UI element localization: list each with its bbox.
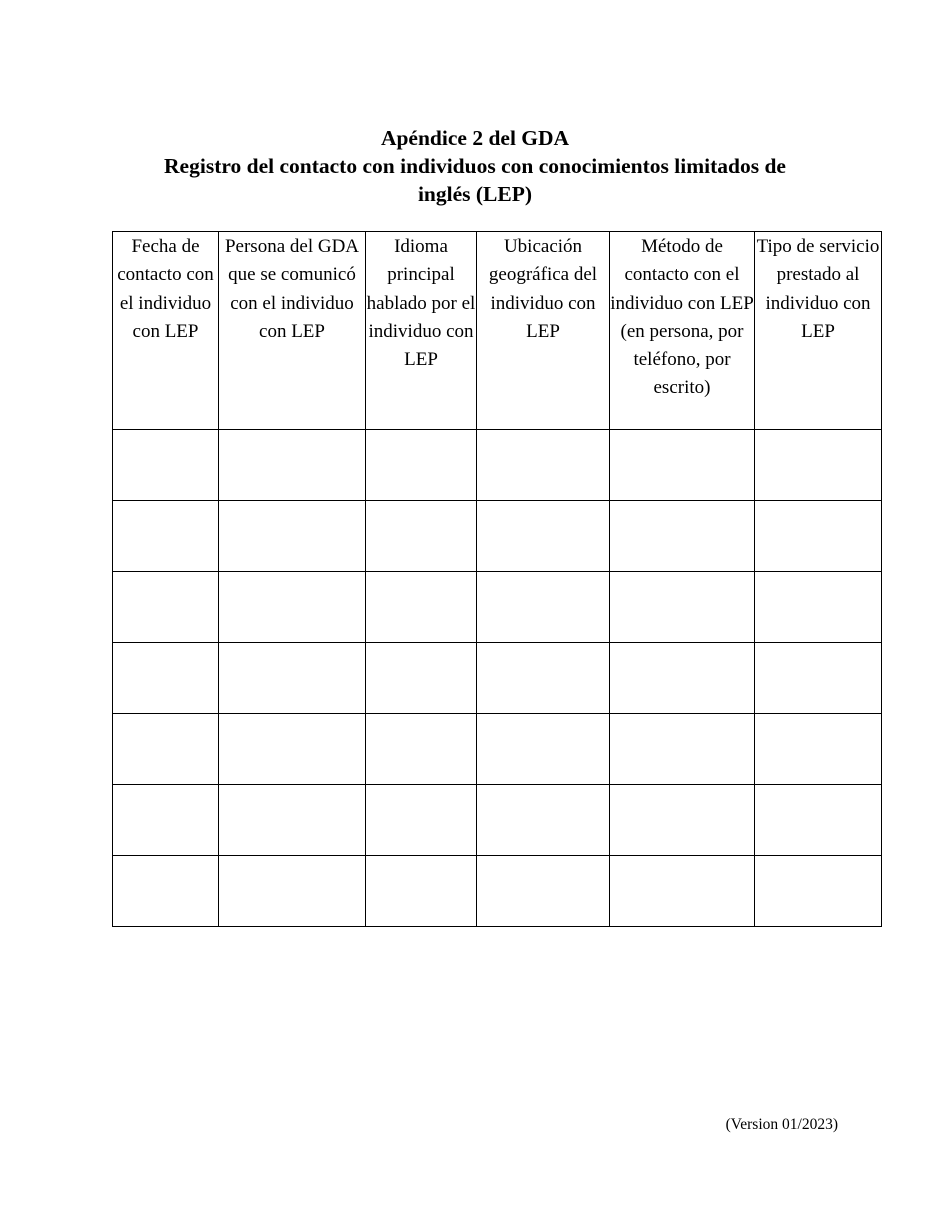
- lep-contact-log-table: [112, 231, 882, 927]
- table-cell[interactable]: [755, 501, 882, 572]
- table-cell[interactable]: [113, 430, 219, 501]
- table-cell[interactable]: [755, 572, 882, 643]
- table-row: [113, 501, 882, 572]
- column-header-geographic-location: Ubicación geográfica del individuo con LEP: [477, 232, 610, 430]
- document-title: [0, 124, 950, 208]
- table-cell[interactable]: [755, 785, 882, 856]
- table-cell[interactable]: [610, 501, 755, 572]
- table-cell[interactable]: [366, 643, 477, 714]
- table-row: [113, 572, 882, 643]
- table-cell[interactable]: [755, 430, 882, 501]
- table-row: [113, 430, 882, 501]
- table-row: [113, 856, 882, 927]
- table-cell[interactable]: [219, 856, 366, 927]
- table-cell[interactable]: [219, 430, 366, 501]
- title-line-appendix: Apéndice 2 del GDA: [380, 126, 570, 150]
- title-line-lep: inglés (LEP): [417, 182, 533, 206]
- table-cell[interactable]: [113, 714, 219, 785]
- table-cell[interactable]: [477, 643, 610, 714]
- table-cell[interactable]: [366, 785, 477, 856]
- table-cell[interactable]: [755, 643, 882, 714]
- table-cell[interactable]: [610, 785, 755, 856]
- table-cell[interactable]: [610, 572, 755, 643]
- table-cell[interactable]: [755, 856, 882, 927]
- table-cell[interactable]: [610, 714, 755, 785]
- table-cell[interactable]: [366, 501, 477, 572]
- table-cell[interactable]: [477, 572, 610, 643]
- table-cell[interactable]: [219, 572, 366, 643]
- table-cell[interactable]: [113, 856, 219, 927]
- table-cell[interactable]: [477, 856, 610, 927]
- table-cell[interactable]: [477, 430, 610, 501]
- table-row: [113, 714, 882, 785]
- table-cell[interactable]: [219, 501, 366, 572]
- table-cell[interactable]: [113, 643, 219, 714]
- table-cell[interactable]: [755, 714, 882, 785]
- table-cell[interactable]: [477, 785, 610, 856]
- table-cell[interactable]: [610, 430, 755, 501]
- table-cell[interactable]: [610, 856, 755, 927]
- table-cell[interactable]: [366, 714, 477, 785]
- table-cell[interactable]: [366, 572, 477, 643]
- version-label: (Version 01/2023): [725, 1116, 838, 1133]
- table-cell[interactable]: [219, 785, 366, 856]
- column-header-service-type: Tipo de servicio prestado al individuo con LEP: [755, 232, 882, 430]
- column-header-primary-language: Idioma principal hablado por el individuo con LEP: [366, 232, 477, 430]
- table-row: [113, 785, 882, 856]
- column-header-contact-date: Fecha de contacto con el individuo con LEP: [113, 232, 219, 430]
- title-line-register: Registro del contacto con individuos con conocimientos limitados de: [164, 154, 786, 178]
- table-cell[interactable]: [477, 501, 610, 572]
- table-cell[interactable]: [219, 714, 366, 785]
- table-cell[interactable]: [610, 643, 755, 714]
- column-header-gda-person: Persona del GDA que se comunicó con el individuo con LEP: [219, 232, 366, 430]
- table-cell[interactable]: [113, 572, 219, 643]
- table-header-row: [113, 232, 882, 430]
- column-header-contact-method: Método de contacto con el individuo con LEP (en persona, por teléfono, por escrito): [610, 232, 755, 430]
- table-row: [113, 643, 882, 714]
- table-cell[interactable]: [366, 430, 477, 501]
- table-cell[interactable]: [113, 785, 219, 856]
- table-cell[interactable]: [477, 714, 610, 785]
- table-cell[interactable]: [366, 856, 477, 927]
- table-cell[interactable]: [113, 501, 219, 572]
- table-cell[interactable]: [219, 643, 366, 714]
